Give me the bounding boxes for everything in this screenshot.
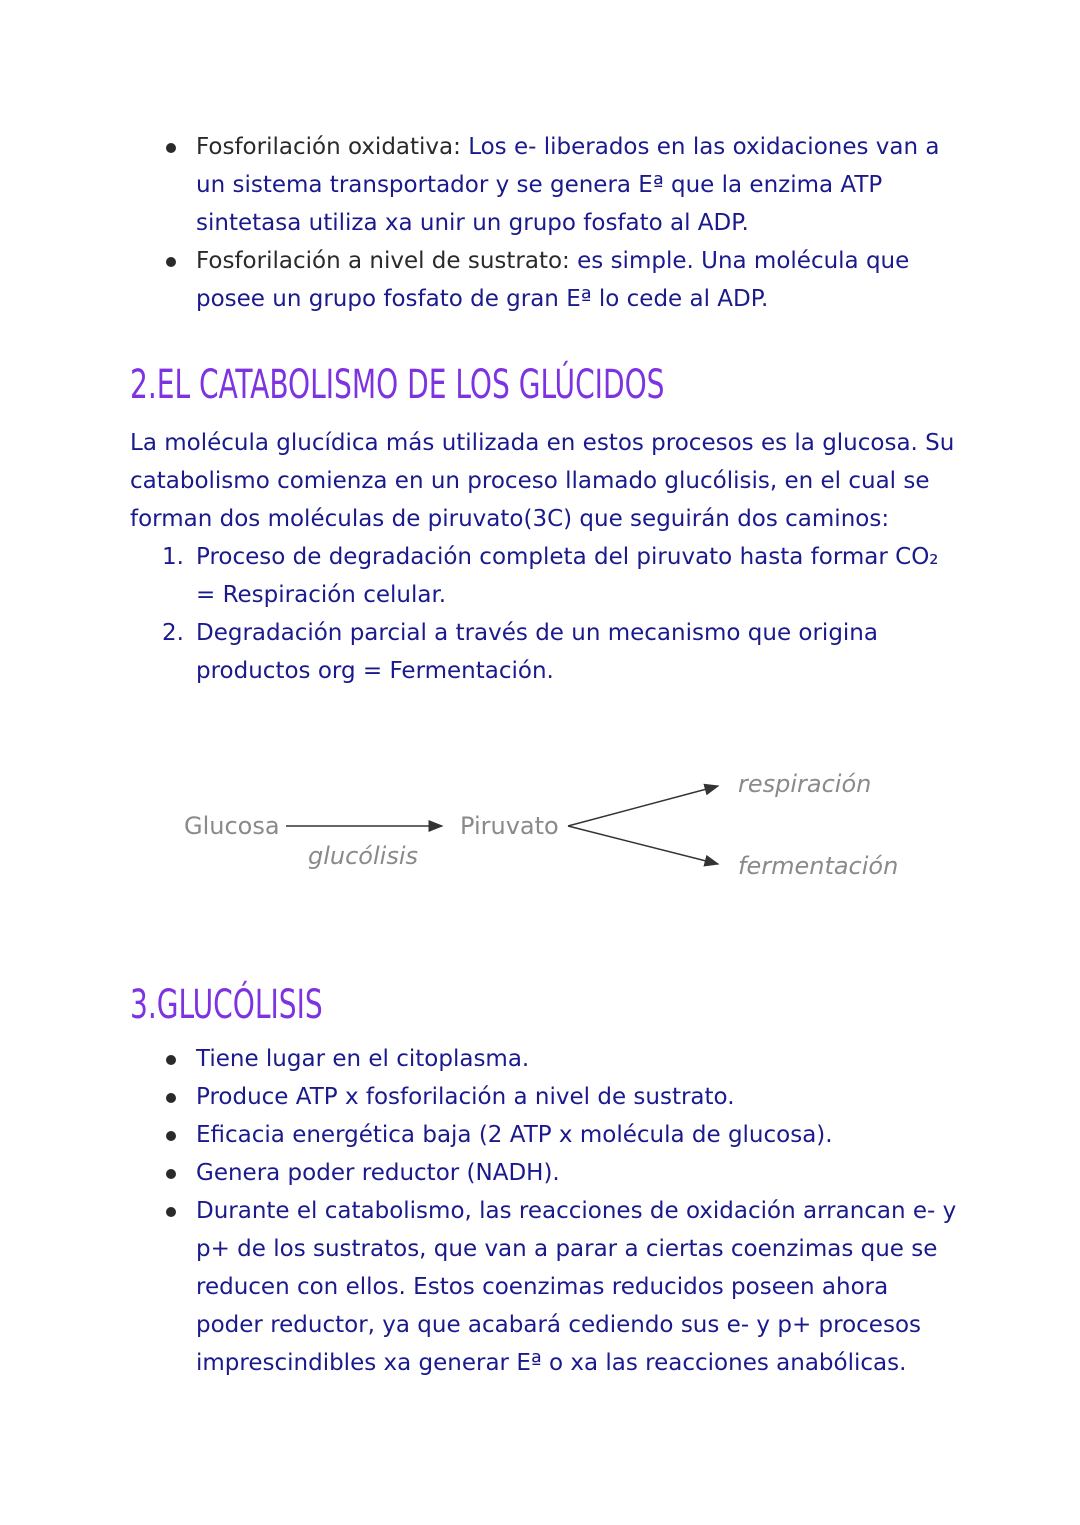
- bullet-text: Eficacia energética baja (2 ATP x molécula de glucosa).: [196, 1122, 833, 1148]
- catabolism-section: [130, 424, 960, 690]
- glucose-pathway-diagram: [150, 760, 930, 900]
- bullet-text: Produce ATP x fosforilación a nivel de sustrato.: [196, 1084, 735, 1110]
- bullet-dot: [166, 1055, 176, 1065]
- bullet-body: es simple. Una molécula que posee un grupo fosfato de gran Eª lo cede al ADP.: [196, 248, 910, 312]
- glycolysis-list: [130, 1040, 960, 1382]
- list-item: [130, 1078, 960, 1116]
- item-text: Degradación parcial a través de un mecanismo que origina productos org = Fermentación.: [196, 620, 878, 684]
- respiration-label: respiración: [738, 770, 872, 798]
- bullet-text: Genera poder reductor (NADH).: [196, 1160, 560, 1186]
- bullet-dot: [166, 143, 176, 153]
- item-number: 1.: [162, 544, 184, 570]
- list-item: [130, 1116, 960, 1154]
- bullet-lead: Fosforilación oxidativa:: [196, 134, 461, 160]
- fermentation-arrow: [568, 826, 718, 864]
- pyruvate-label: Piruvato: [460, 812, 559, 840]
- respiration-arrow: [568, 786, 718, 826]
- list-item: [130, 1154, 960, 1192]
- bullet-dot: [166, 1207, 176, 1217]
- bullet-dot: [166, 1131, 176, 1141]
- section-heading-catabolism: 2.EL CATABOLISMO DE LOS GLÚCIDOS: [130, 362, 665, 408]
- bullet-dot: [166, 257, 176, 267]
- bullet-lead: Fosforilación a nivel de sustrato:: [196, 248, 570, 274]
- phosphorylation-section: [130, 128, 960, 318]
- bullet-text: Tiene lugar en el citoplasma.: [196, 1046, 530, 1072]
- glucose-label: Glucosa: [184, 812, 280, 840]
- list-item: [130, 538, 960, 614]
- section-heading-glycolysis: 3.GLUCÓLISIS: [130, 982, 323, 1028]
- list-item: [130, 242, 960, 318]
- list-item: [130, 614, 960, 690]
- item-number: 2.: [162, 620, 184, 646]
- item-text: Proceso de degradación completa del piruvato hasta formar CO₂ = Respiración celular.: [196, 544, 939, 608]
- list-item: [130, 1040, 960, 1078]
- bullet-dot: [166, 1169, 176, 1179]
- list-item: [130, 128, 960, 242]
- glycolysis-section: [130, 1040, 960, 1382]
- glycolysis-label: glucólisis: [308, 842, 419, 870]
- bullet-body: Los e- liberados en las oxidaciones van a un sistema transportador y se genera Eª que la enzima ATP sintetasa utiliza xa unir un grupo fosfato al ADP.: [196, 134, 940, 236]
- bullet-dot: [166, 1093, 176, 1103]
- list-item: [130, 1192, 960, 1382]
- catabolism-paragraph: La molécula glucídica más utilizada en estos procesos es la glucosa. Su catabolismo comienza en un proceso llamado glucólisis, en el cual se forman dos moléculas de piruvato(3C) que seguirán dos caminos:: [130, 430, 955, 532]
- phosphorylation-list: [130, 128, 960, 318]
- fermentation-label: fermentación: [738, 852, 899, 880]
- pathway-list: [130, 538, 960, 690]
- bullet-text: Durante el catabolismo, las reacciones de oxidación arrancan e- y p+ de los sustratos, que van a parar a ciertas coenzimas que se reducen con ellos. Estos coenzimas reducidos poseen ahora poder reductor, ya que acabará cediendo sus e- y p+ procesos imprescindibles xa generar Eª o xa las reacciones anabólicas.: [196, 1198, 957, 1376]
